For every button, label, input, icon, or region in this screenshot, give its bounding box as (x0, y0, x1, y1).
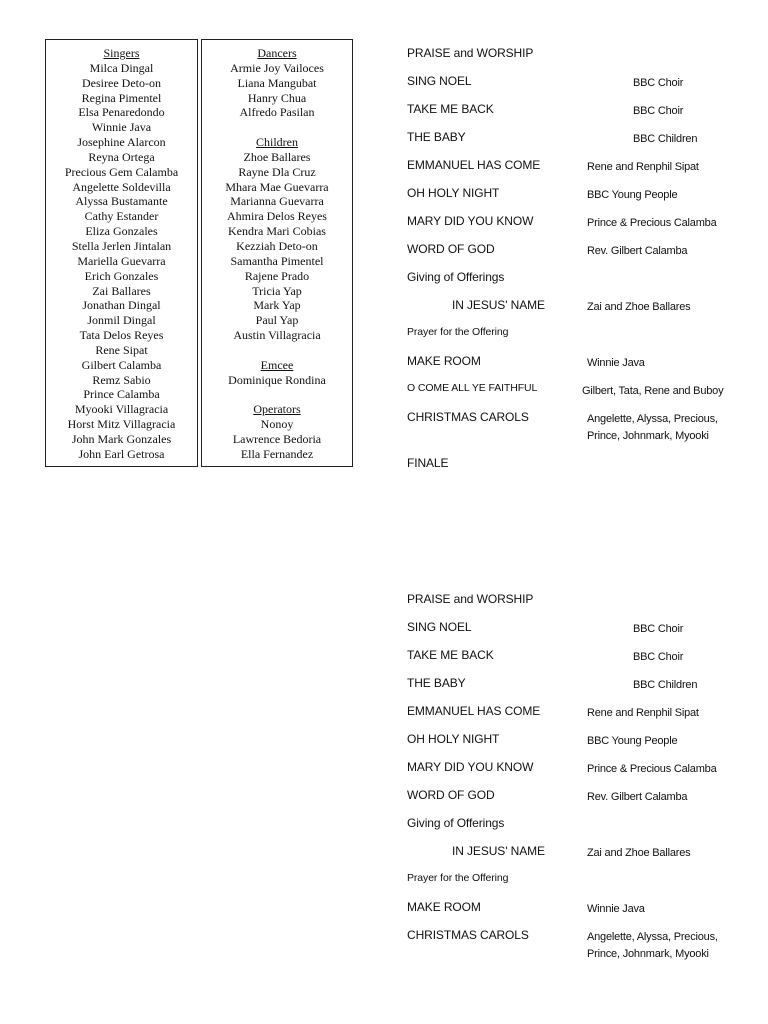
name-entry: Zhoe Ballares (243, 149, 311, 164)
name-entry: Gilbert Calamba (81, 357, 162, 372)
name-entry: Ahmira Delos Reyes (227, 209, 327, 224)
program-row (407, 456, 762, 484)
program-row (407, 844, 762, 872)
program-performer (587, 215, 717, 232)
name-entry: Erich Gonzales (84, 268, 159, 283)
program-row (407, 46, 762, 74)
children-heading: Children (256, 135, 298, 150)
program-performer (587, 243, 687, 260)
program-performer (587, 901, 645, 918)
program-row (407, 928, 762, 974)
program-title: EMMANUEL HAS COME (407, 158, 541, 172)
performer-line: BBC Choir (633, 77, 684, 89)
program-title: IN JESUS' NAME (452, 298, 545, 312)
program-title: Prayer for the Offering (407, 326, 509, 338)
program-row (407, 214, 762, 242)
program-row (407, 354, 762, 382)
dancers-box (201, 39, 353, 467)
name-entry: Paul Yap (255, 313, 299, 328)
program-row (407, 382, 762, 410)
program-row (407, 102, 762, 130)
program-list-2 (407, 592, 762, 974)
program-title: Giving of Offerings (407, 816, 505, 830)
program-performer (582, 383, 723, 400)
program-row (407, 704, 762, 732)
name-entry: Kezziah Deto-on (236, 238, 318, 253)
name-entry: Lawrence Bedoria (232, 431, 322, 446)
operators-heading: Operators (253, 402, 301, 417)
children-list (202, 150, 352, 343)
name-entry: Ella Fernandez (240, 446, 314, 461)
program-performer (587, 761, 717, 778)
performer-line: Zai and Zhoe Ballares (587, 847, 691, 859)
program-row (407, 158, 762, 186)
program-row (407, 130, 762, 158)
name-entry: Alfredo Pasilan (239, 105, 315, 120)
name-entry: Austin Villagracia (233, 328, 321, 343)
program-row (407, 74, 762, 102)
name-entry: Mhara Mae Guevarra (225, 179, 329, 194)
program-row (407, 900, 762, 928)
name-entry: Horst Mitz Villagracia (67, 417, 176, 432)
performer-line: Angelette, Alyssa, Precious, (587, 413, 718, 425)
program-title: OH HOLY NIGHT (407, 186, 500, 200)
performer-line: Angelette, Alyssa, Precious, (587, 931, 718, 943)
name-entry: John Mark Gonzales (71, 431, 172, 446)
program-performer (587, 845, 690, 862)
name-entry: Tricia Yap (252, 283, 302, 298)
emcee-list (202, 373, 352, 388)
performer-line: BBC Young People (587, 735, 678, 747)
name-entry: Cathy Estander (84, 209, 159, 224)
program-title: EMMANUEL HAS COME (407, 704, 541, 718)
program-row (407, 648, 762, 676)
program-row (407, 676, 762, 704)
name-entry: Josephine Alarcon (77, 135, 166, 150)
name-entry: Hanry Chua (247, 90, 307, 105)
performer-line: Rene and Renphil Sipat (587, 161, 699, 173)
program-row (407, 816, 762, 844)
name-entry: Reyna Ortega (88, 149, 155, 164)
performer-line: BBC Children (633, 133, 698, 145)
emcee-heading: Emcee (260, 357, 294, 372)
program-row (407, 592, 762, 620)
name-entry: Alyssa Bustamante (75, 194, 168, 209)
name-entry: Jonathan Dingal (82, 298, 161, 313)
program-performer (633, 621, 683, 638)
program-title: SING NOEL (407, 74, 472, 88)
performer-line: Gilbert, Tata, Rene and Buboy (582, 385, 724, 397)
program-row (407, 410, 762, 456)
name-entry: Rayne Dla Cruz (238, 164, 316, 179)
program-title: Prayer for the Offering (407, 872, 509, 884)
program-performer (587, 159, 699, 176)
performer-line: Rev. Gilbert Calamba (587, 791, 688, 803)
name-entry: Armie Joy Vailoces (230, 60, 324, 75)
performer-line: Winnie Java (587, 903, 645, 915)
singers-list (46, 61, 197, 462)
program-performer (633, 131, 697, 148)
program-performer (633, 103, 683, 120)
program-row (407, 872, 762, 900)
performer-line: BBC Choir (633, 105, 684, 117)
program-title: O COME ALL YE FAITHFUL (407, 382, 538, 394)
name-entry: Kendra Mari Cobias (228, 224, 326, 239)
program-title: WORD OF GOD (407, 242, 495, 256)
program-row (407, 788, 762, 816)
program-row (407, 298, 762, 326)
name-entry: Desiree Deto-on (82, 75, 161, 90)
performer-line: BBC Children (633, 679, 698, 691)
program-performer (587, 789, 687, 806)
name-entry: John Earl Getrosa (78, 446, 165, 461)
program-title: WORD OF GOD (407, 788, 495, 802)
program-performer (587, 187, 677, 204)
program-title: CHRISTMAS CAROLS (407, 928, 529, 942)
program-title: MARY DID YOU KNOW (407, 760, 534, 774)
program-title: THE BABY (407, 130, 466, 144)
program-row (407, 732, 762, 760)
performer-line: BBC Young People (587, 189, 678, 201)
program-list-1 (407, 46, 762, 484)
name-entry: Mark Yap (253, 298, 301, 313)
dancers-list (202, 61, 352, 120)
name-entry: Dominique Rondina (228, 372, 326, 387)
name-entry: Stella Jerlen Jintalan (71, 238, 172, 253)
performer-line: BBC Choir (633, 651, 684, 663)
performer-line: BBC Choir (633, 623, 684, 635)
name-entry: Marianna Guevarra (230, 194, 324, 209)
name-entry: Elsa Penaredondo (78, 105, 165, 120)
program-title: TAKE ME BACK (407, 102, 494, 116)
name-entry: Winnie Java (91, 120, 152, 135)
program-performer (633, 677, 697, 694)
name-entry: Mariella Guevarra (77, 253, 166, 268)
program-performer (587, 929, 718, 963)
program-title: SING NOEL (407, 620, 472, 634)
performer-line: Rene and Renphil Sipat (587, 707, 699, 719)
performer-line: Prince, Johnmark, Myooki (587, 948, 709, 960)
program-row (407, 242, 762, 270)
performer-line: Winnie Java (587, 357, 645, 369)
program-row (407, 760, 762, 788)
program-performer (587, 355, 645, 372)
program-performer (587, 411, 718, 445)
name-entry: Milca Dingal (89, 60, 154, 75)
program-title: PRAISE and WORSHIP (407, 46, 534, 60)
program-title: MARY DID YOU KNOW (407, 214, 534, 228)
name-entry: Myooki Villagracia (74, 402, 169, 417)
program-title: MAKE ROOM (407, 900, 481, 914)
program-performer (587, 733, 677, 750)
program-title: MAKE ROOM (407, 354, 481, 368)
name-entry: Eliza Gonzales (85, 224, 158, 239)
name-entry: Rene Sipat (95, 342, 148, 357)
program-performer (587, 299, 690, 316)
program-title: Giving of Offerings (407, 270, 505, 284)
program-row (407, 186, 762, 214)
name-entry: Angelette Soldevilla (72, 179, 171, 194)
name-entry: Prince Calamba (83, 387, 160, 402)
performer-line: Rev. Gilbert Calamba (587, 245, 688, 257)
singers-box (45, 39, 198, 467)
operators-list (202, 417, 352, 462)
name-entry: Liana Mangubat (237, 75, 317, 90)
program-title: OH HOLY NIGHT (407, 732, 500, 746)
name-entry: Zai Ballares (92, 283, 151, 298)
program-performer (633, 649, 683, 666)
program-title: TAKE ME BACK (407, 648, 494, 662)
program-performer (587, 705, 699, 722)
singers-heading: Singers (103, 46, 140, 60)
name-entry: Rajene Prado (244, 268, 310, 283)
performer-line: Prince & Precious Calamba (587, 763, 717, 775)
program-performer (633, 75, 683, 92)
performer-line: Prince & Precious Calamba (587, 217, 717, 229)
program-title: PRAISE and WORSHIP (407, 592, 534, 606)
name-entry: Samantha Pimentel (230, 253, 324, 268)
name-entry: Nonoy (260, 417, 294, 432)
name-entry: Precious Gem Calamba (64, 164, 179, 179)
program-row (407, 270, 762, 298)
name-entry: Jonmil Dingal (87, 313, 156, 328)
program-title: IN JESUS' NAME (452, 844, 545, 858)
performer-line: Zai and Zhoe Ballares (587, 301, 691, 313)
program-title: THE BABY (407, 676, 466, 690)
program-row (407, 620, 762, 648)
program-row (407, 326, 762, 354)
program-title: FINALE (407, 456, 449, 470)
name-entry: Remz Sabio (92, 372, 151, 387)
name-entry: Regina Pimentel (81, 90, 162, 105)
performer-line: Prince, Johnmark, Myooki (587, 430, 709, 442)
dancers-heading: Dancers (257, 46, 297, 60)
name-entry: Tata Delos Reyes (79, 328, 164, 343)
program-title: CHRISTMAS CAROLS (407, 410, 529, 424)
